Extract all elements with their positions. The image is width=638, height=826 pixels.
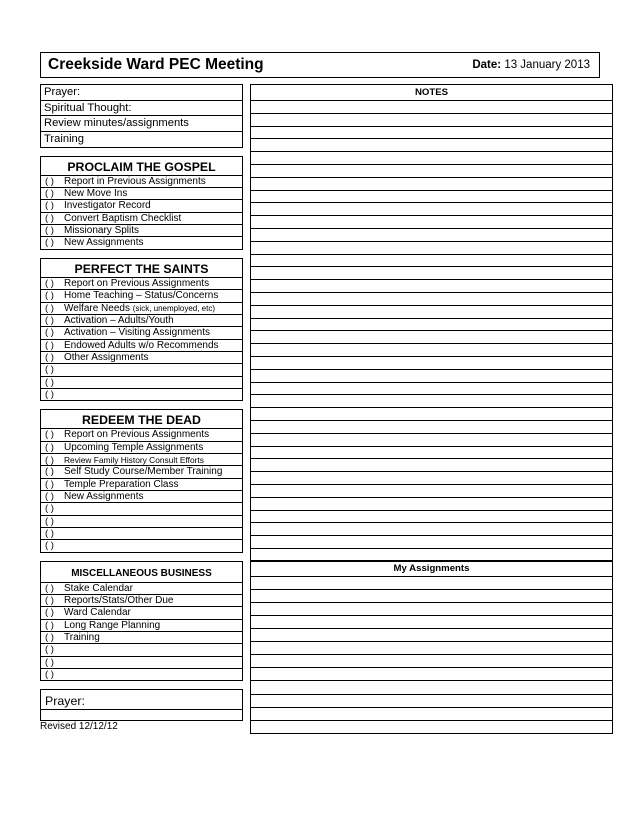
agenda-item bbox=[41, 364, 242, 376]
agenda-item-text: Report in Previous Assignments bbox=[64, 175, 206, 187]
checkbox-mark[interactable]: ( ) bbox=[45, 388, 54, 400]
agenda-item bbox=[41, 479, 242, 491]
agenda-item bbox=[41, 377, 242, 389]
opening-item: Review minutes/assignments bbox=[41, 116, 242, 132]
assignment-line[interactable] bbox=[251, 668, 612, 681]
notes-line[interactable] bbox=[251, 523, 612, 536]
notes-line[interactable] bbox=[251, 306, 612, 319]
checkbox-mark[interactable]: ( ) bbox=[45, 212, 54, 224]
agenda-item-text: Report on Previous Assignments bbox=[64, 429, 210, 441]
agenda-item-text: Convert Baptism Checklist bbox=[64, 212, 182, 224]
agenda-item-text: Endowed Adults w/o Recommends bbox=[64, 339, 219, 351]
checkbox-mark[interactable]: ( ) bbox=[45, 277, 54, 289]
agenda-item bbox=[41, 528, 242, 540]
assignment-line[interactable] bbox=[251, 721, 612, 734]
assignment-line[interactable] bbox=[251, 577, 612, 590]
checkbox-mark[interactable]: ( ) bbox=[45, 327, 54, 339]
assignments-heading: My Assignments bbox=[251, 561, 612, 577]
checkbox-mark[interactable]: ( ) bbox=[45, 515, 54, 527]
agenda-item-text: Training bbox=[64, 632, 100, 644]
checkbox-mark[interactable]: ( ) bbox=[45, 175, 54, 187]
agenda-item-text: Reports/Stats/Other Due bbox=[64, 595, 174, 607]
checkbox-mark[interactable]: ( ) bbox=[45, 466, 54, 478]
checkbox-mark[interactable]: ( ) bbox=[45, 290, 54, 302]
notes-box bbox=[250, 84, 613, 562]
notes-line[interactable] bbox=[251, 267, 612, 280]
agenda-item bbox=[41, 327, 242, 339]
notes-line[interactable] bbox=[251, 357, 612, 370]
agenda-item bbox=[41, 290, 242, 302]
closing-prayer-blank bbox=[41, 710, 242, 720]
checkbox-mark[interactable]: ( ) bbox=[45, 302, 54, 314]
revision-footer: Revised 12/12/12 bbox=[40, 721, 118, 732]
assignment-line[interactable] bbox=[251, 616, 612, 629]
notes-line[interactable] bbox=[251, 511, 612, 524]
agenda-sections bbox=[40, 156, 243, 682]
agenda-item bbox=[41, 225, 242, 237]
agenda-item-text: Activation – Visiting Assignments bbox=[64, 327, 211, 339]
agenda-item bbox=[41, 188, 242, 200]
agenda-item bbox=[41, 176, 242, 188]
closing-prayer: Prayer: bbox=[41, 690, 242, 710]
notes-line[interactable] bbox=[251, 370, 612, 383]
closing-prayer-box bbox=[40, 689, 243, 721]
agenda-item bbox=[41, 442, 242, 454]
agenda-item-text: Self Study Course/Member Training bbox=[64, 466, 223, 478]
agenda-item bbox=[41, 632, 242, 644]
agenda-item bbox=[41, 540, 242, 552]
agenda-item bbox=[41, 278, 242, 290]
notes-line[interactable] bbox=[251, 139, 612, 152]
checkbox-mark[interactable]: ( ) bbox=[45, 225, 54, 237]
agenda-item bbox=[41, 200, 242, 212]
agenda-item-text: Report on Previous Assignments bbox=[64, 277, 210, 289]
agenda-item bbox=[41, 595, 242, 607]
section-heading: MISCELLANEOUS BUSINESS bbox=[41, 562, 242, 583]
notes-line[interactable] bbox=[251, 127, 612, 140]
notes-line[interactable] bbox=[251, 229, 612, 242]
checkbox-mark[interactable]: ( ) bbox=[45, 188, 54, 200]
agenda-item bbox=[41, 213, 242, 225]
agenda-item-text: Missionary Splits bbox=[64, 225, 140, 237]
checkbox-mark[interactable]: ( ) bbox=[45, 200, 54, 212]
notes-line[interactable] bbox=[251, 152, 612, 165]
agenda-item bbox=[41, 389, 242, 401]
notes-heading: NOTES bbox=[251, 85, 612, 101]
checkbox-mark[interactable]: ( ) bbox=[45, 503, 54, 515]
notes-line[interactable] bbox=[251, 114, 612, 127]
meeting-date bbox=[472, 59, 590, 71]
opening-item: Prayer: bbox=[41, 85, 242, 101]
notes-line[interactable] bbox=[251, 536, 612, 549]
assignment-line[interactable] bbox=[251, 629, 612, 642]
checkbox-mark[interactable]: ( ) bbox=[45, 490, 54, 502]
agenda-item bbox=[41, 352, 242, 364]
agenda-item bbox=[41, 607, 242, 619]
agenda-column bbox=[40, 84, 243, 721]
notes-line[interactable] bbox=[251, 331, 612, 344]
notes-line[interactable] bbox=[251, 408, 612, 421]
notes-line[interactable] bbox=[251, 178, 612, 191]
agenda-item-text: Long Range Planning bbox=[64, 619, 161, 631]
notes-line[interactable] bbox=[251, 165, 612, 178]
assignment-line[interactable] bbox=[251, 642, 612, 655]
section-heading: PERFECT THE SAINTS bbox=[41, 259, 242, 278]
notes-line[interactable] bbox=[251, 344, 612, 357]
agenda-section bbox=[40, 258, 243, 401]
agenda-item bbox=[41, 454, 242, 466]
agenda-item-text: Home Teaching – Status/Concerns bbox=[64, 290, 219, 302]
agenda-item-text: Activation – Adults/Youth bbox=[64, 314, 174, 326]
agenda-item-text: Ward Calendar bbox=[64, 607, 131, 619]
notes-line[interactable] bbox=[251, 485, 612, 498]
checkbox-mark[interactable]: ( ) bbox=[45, 364, 54, 376]
agenda-item bbox=[41, 583, 242, 595]
section-heading: PROCLAIM THE GOSPEL bbox=[41, 157, 242, 176]
opening-box bbox=[40, 84, 243, 148]
checkbox-mark[interactable]: ( ) bbox=[45, 607, 54, 619]
agenda-item-text: Stake Calendar bbox=[64, 582, 133, 594]
checkbox-mark[interactable]: ( ) bbox=[45, 351, 54, 363]
agenda-item bbox=[41, 315, 242, 327]
agenda-item-text: New Assignments bbox=[64, 490, 144, 502]
notes-line[interactable] bbox=[251, 383, 612, 396]
agenda-section bbox=[40, 409, 243, 552]
checkbox-mark[interactable]: ( ) bbox=[45, 644, 54, 656]
assignments-box bbox=[250, 560, 613, 734]
agenda-item-text: Other Assignments bbox=[64, 351, 149, 363]
checkbox-mark[interactable]: ( ) bbox=[45, 619, 54, 631]
agenda-item bbox=[41, 657, 242, 669]
agenda-item bbox=[41, 429, 242, 441]
checkbox-mark[interactable]: ( ) bbox=[45, 632, 54, 644]
agenda-item bbox=[41, 491, 242, 503]
notes-line[interactable] bbox=[251, 216, 612, 229]
assignment-line[interactable] bbox=[251, 708, 612, 721]
assignment-line[interactable] bbox=[251, 695, 612, 708]
agenda-section bbox=[40, 561, 243, 682]
notes-line[interactable] bbox=[251, 101, 612, 114]
agenda-item-text: Investigator Record bbox=[64, 200, 151, 212]
agenda-item bbox=[41, 340, 242, 352]
notes-line[interactable] bbox=[251, 498, 612, 511]
notes-line[interactable] bbox=[251, 191, 612, 204]
notes-line[interactable] bbox=[251, 395, 612, 408]
meeting-title: Creekside Ward PEC Meeting bbox=[48, 56, 264, 73]
agenda-item bbox=[41, 503, 242, 515]
checkbox-mark[interactable]: ( ) bbox=[45, 595, 54, 607]
agenda-item-text: Temple Preparation Class bbox=[64, 478, 179, 490]
agenda-item bbox=[41, 516, 242, 528]
agenda-item bbox=[41, 466, 242, 478]
date-label: Date: bbox=[472, 59, 502, 71]
date-value: 13 January 2013 bbox=[504, 59, 590, 71]
notes-line[interactable] bbox=[251, 203, 612, 216]
checkbox-mark[interactable]: ( ) bbox=[45, 582, 54, 594]
opening-item: Spiritual Thought: bbox=[41, 101, 242, 117]
agenda-item-text: New Move Ins bbox=[64, 188, 128, 200]
agenda-item-note: Review Family History Consult Efforts bbox=[64, 454, 204, 465]
notes-line[interactable] bbox=[251, 472, 612, 485]
checkbox-mark[interactable]: ( ) bbox=[45, 237, 54, 249]
agenda-item bbox=[41, 644, 242, 656]
assignment-line[interactable] bbox=[251, 655, 612, 668]
notes-line[interactable] bbox=[251, 242, 612, 255]
opening-item: Training bbox=[41, 132, 242, 148]
agenda-item-note: (sick, unemployed, etc) bbox=[132, 303, 216, 313]
checkbox-mark[interactable]: ( ) bbox=[45, 540, 54, 552]
checkbox-mark[interactable]: ( ) bbox=[45, 339, 54, 351]
header-box bbox=[40, 52, 600, 78]
agenda-item bbox=[41, 303, 242, 315]
checkbox-mark[interactable]: ( ) bbox=[45, 429, 54, 441]
agenda-section bbox=[40, 156, 243, 250]
checkbox-mark[interactable]: ( ) bbox=[45, 528, 54, 539]
notes-line[interactable] bbox=[251, 421, 612, 434]
notes-line[interactable] bbox=[251, 447, 612, 460]
assignment-line[interactable] bbox=[251, 603, 612, 616]
agenda-item bbox=[41, 237, 242, 249]
checkbox-mark[interactable]: ( ) bbox=[45, 454, 54, 466]
assignment-line[interactable] bbox=[251, 590, 612, 603]
section-heading: REDEEM THE DEAD bbox=[41, 410, 242, 429]
checkbox-mark[interactable]: ( ) bbox=[45, 478, 54, 490]
assignment-line[interactable] bbox=[251, 681, 612, 694]
notes-line[interactable] bbox=[251, 280, 612, 293]
notes-line[interactable] bbox=[251, 319, 612, 332]
checkbox-mark[interactable]: ( ) bbox=[45, 669, 54, 681]
checkbox-mark[interactable]: ( ) bbox=[45, 656, 54, 668]
notes-line[interactable] bbox=[251, 293, 612, 306]
notes-line[interactable] bbox=[251, 255, 612, 268]
agenda-item-text: Welfare Needs bbox=[64, 302, 130, 314]
notes-line[interactable] bbox=[251, 459, 612, 472]
agenda-item bbox=[41, 620, 242, 632]
checkbox-mark[interactable]: ( ) bbox=[45, 376, 54, 388]
notes-line[interactable] bbox=[251, 434, 612, 447]
agenda-item bbox=[41, 669, 242, 681]
agenda-item-text: New Assignments bbox=[64, 237, 144, 249]
agenda-item-text: Upcoming Temple Assignments bbox=[64, 441, 204, 453]
checkbox-mark[interactable]: ( ) bbox=[45, 441, 54, 453]
checkbox-mark[interactable]: ( ) bbox=[45, 314, 54, 326]
